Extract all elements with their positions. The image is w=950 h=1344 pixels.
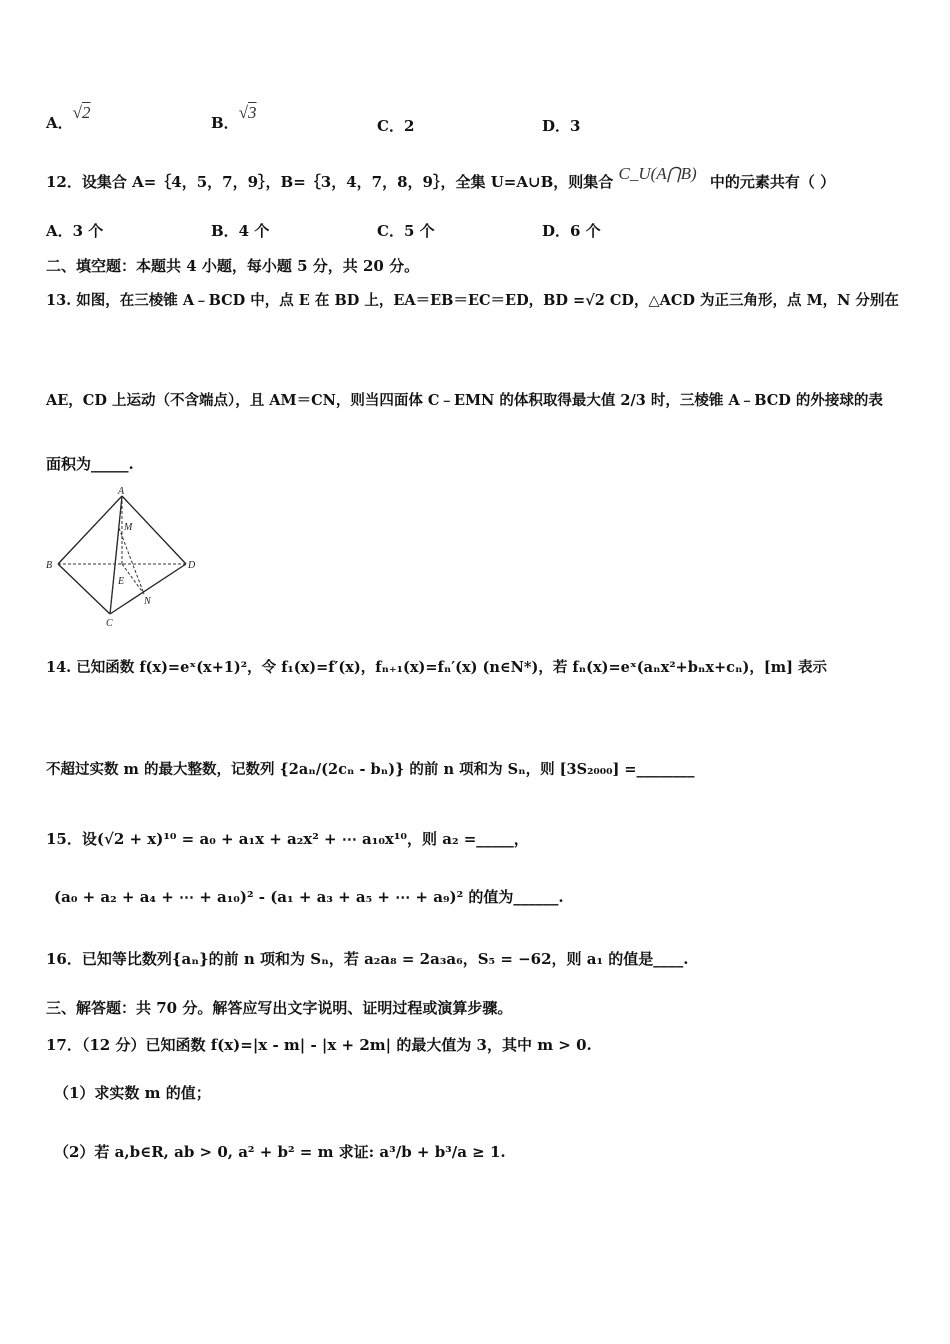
label-a: A bbox=[118, 486, 125, 497]
tetrahedron-figure bbox=[44, 484, 204, 630]
q14-line-2: 不超过实数 m 的最大整数，记数列 {2aₙ/(2cₙ - bₙ)} 的前 n 项和为 Sₙ，则 [3S₂₀₀₀] =________ bbox=[46, 761, 695, 778]
section-2-heading: 二、填空题：本题共 4 小题，每小题 5 分，共 20 分。 bbox=[46, 257, 420, 275]
q13-line-1: 13. 如图，在三棱锥 A﹣BCD 中，点 E 在 BD 上，EA＝EB＝EC＝ED，BD =√2 CD，△ACD 为正三角形，点 M，N 分别在 bbox=[46, 292, 899, 309]
q16-stem: 16．已知等比数列{aₙ}的前 n 项和为 Sₙ，若 a₂a₈ = 2a₃a₆，S₅ = −62，则 a₁ 的值是____. bbox=[46, 950, 689, 968]
q15-line-2: (a₀ + a₂ + a₄ + ⋯ + a₁₀)² - (a₁ + a₃ + a₅ + ⋯ + a₉)² 的值为______. bbox=[54, 888, 564, 906]
q11-option-b: B．√3 bbox=[211, 103, 257, 132]
q12-option-d: D．6 个 bbox=[542, 222, 601, 240]
section-3-heading: 三、解答题：共 70 分。解答应写出文字说明、证明过程或演算步骤。 bbox=[46, 999, 513, 1017]
label-c: C bbox=[106, 618, 113, 629]
q17-part-2: （2）若 a,b∈R, ab > 0, a² + b² = m 求证: a³/b + b³/a ≥ 1. bbox=[54, 1143, 506, 1161]
q17-stem: 17．（12 分）已知函数 f(x)=|x - m| - |x + 2m| 的最大值为 3，其中 m > 0. bbox=[46, 1036, 592, 1054]
q13-line-3: 面积为_____. bbox=[46, 455, 134, 473]
q12-stem: 12．设集合 A=｛4，5，7，9｝，B=｛3，4，7，8，9｝，全集 U=A∪B，则集合 C_U(A⋂B) 中的元素共有（ ） bbox=[46, 164, 836, 191]
label-b: B bbox=[46, 560, 53, 571]
q14-line-1: 14. 已知函数 f(x)=eˣ(x+1)²，令 f₁(x)=f′(x)，fₙ₊₁(x)=fₙ′(x) (n∈N*)，若 fₙ(x)=eˣ(aₙx²+bₙx+cₙ)，[m] 表示 bbox=[46, 659, 827, 676]
q13-line-2: AE，CD 上运动（不含端点），且 AM＝CN，则当四面体 C﹣EMN 的体积取得最大值 2/3 时，三棱锥 A﹣BCD 的外接球的表 bbox=[46, 392, 883, 409]
q12-option-b: B．4 个 bbox=[211, 222, 270, 240]
q12-option-a: A．3 个 bbox=[46, 222, 104, 240]
label-n: N bbox=[144, 596, 151, 607]
q17-part-1: （1）求实数 m 的值； bbox=[54, 1084, 211, 1102]
label-e: E bbox=[118, 576, 125, 587]
label-d: D bbox=[188, 560, 196, 571]
q12-option-c: C．5 个 bbox=[377, 222, 435, 240]
q15-line-1: 15．设(√2 + x)¹⁰ = a₀ + a₁x + a₂x² + ⋯ a₁₀x¹⁰，则 a₂ =_____， bbox=[46, 830, 529, 848]
q11-option-d: D．3 bbox=[542, 117, 581, 135]
q11-option-c: C．2 bbox=[377, 117, 415, 135]
q11-option-a: A．√2 bbox=[46, 103, 91, 132]
label-m: M bbox=[124, 522, 133, 533]
